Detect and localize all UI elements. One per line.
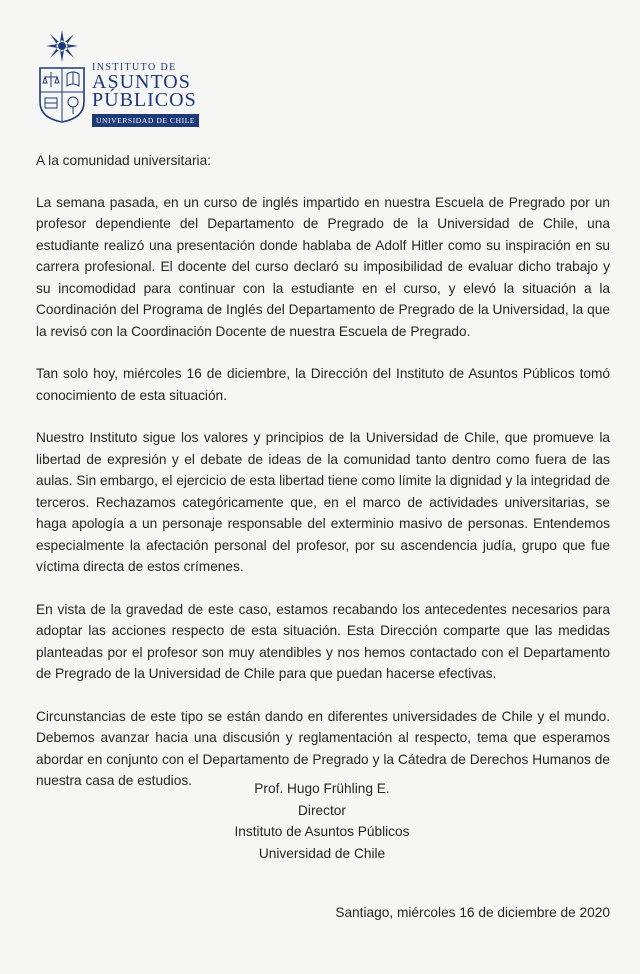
paragraph-4: En vista de la gravedad de este caso, estamos recabando los antecedentes necesarios para adoptar las acciones respecto de esta situación. Esta Dirección comparte que las medidas planteadas por el profesor son muy atendibles y nos hemos contactado con el Departamento de Pregrado de la Universidad de Chile para que puedan hacerse efectivas.: [36, 601, 610, 681]
logo-line-3: PÚBLICOS: [92, 89, 197, 111]
signatory-institute: Instituto de Asuntos Públicos: [234, 824, 410, 839]
signature-block: [0, 778, 640, 864]
letterhead: [36, 28, 199, 128]
signatory-university: Universidad de Chile: [258, 845, 386, 861]
institute-logo: [92, 62, 199, 128]
paragraph-3: Nuestro Instituto sigue los valores y principios de la Universidad de Chile, que promueve la libertad de expresión y el debate de ideas de la comunidad tanto dentro como fuera de las aulas. Sin embargo, el ejercicio de esta libertad tiene como límite la dignidad y la integridad de terceros. Rechazamos categóricamente que, en el marco de actividades universitarias, se haga apología a un personaje responsable del exterminio masivo de personas. Entendemos especialmente la afectación personal del profesor, por su ascendencia judía, grupo que fue víctima directa de estos crímenes.: [36, 430, 610, 574]
place-date: Santiago, miércoles 16 de diciembre de 2020: [335, 905, 610, 920]
university-crest-icon: [36, 28, 88, 124]
paragraph-2: Tan solo hoy, miércoles 16 de diciembre, la Dirección del Instituto de Asuntos Públicos tomó conocimiento de esta situación.: [36, 366, 610, 403]
signatory-title: Director: [298, 802, 346, 818]
salutation: A la comunidad universitaria:: [36, 153, 211, 168]
logo-university-band: UNIVERSIDAD DE CHILE: [92, 114, 199, 127]
paragraph-5: Circunstancias de este tipo se están dando en diferentes universidades de Chile y el mundo. Debemos avanzar hacia una discusión y reglamentación al respecto, tema que esperamos abordar en conjunto con el Departamento de Pregrado y la Cátedra de Derechos Humanos de nuestra casa de estudios.: [36, 708, 610, 788]
paragraph-1: La semana pasada, en un curso de inglés impartido en nuestra Escuela de Pregrado por un profesor dependiente del Departamento de Pregrado de la Universidad de Chile, una estudiante realizó una presentación donde hablaba de Adolf Hitler como su inspiración en su carrera profesional. El docente del curso declaró su imposibilidad de evaluar dicho trabajo y su incomodidad para continuar con la estudiante en el curso, y elevó la situación a la Coordinación del Programa de Inglés del Departamento de Pregrado de la Universidad, la que la revisó con la Coordinación Docente de nuestra Escuela de Pregrado.: [36, 194, 610, 339]
letter-body: [36, 150, 610, 813]
logo-line-1: INSTITUTO DE: [92, 62, 177, 73]
logo-line-2: ASUNTOS: [92, 71, 191, 93]
signatory-name: Prof. Hugo Frühling E.: [254, 781, 390, 796]
